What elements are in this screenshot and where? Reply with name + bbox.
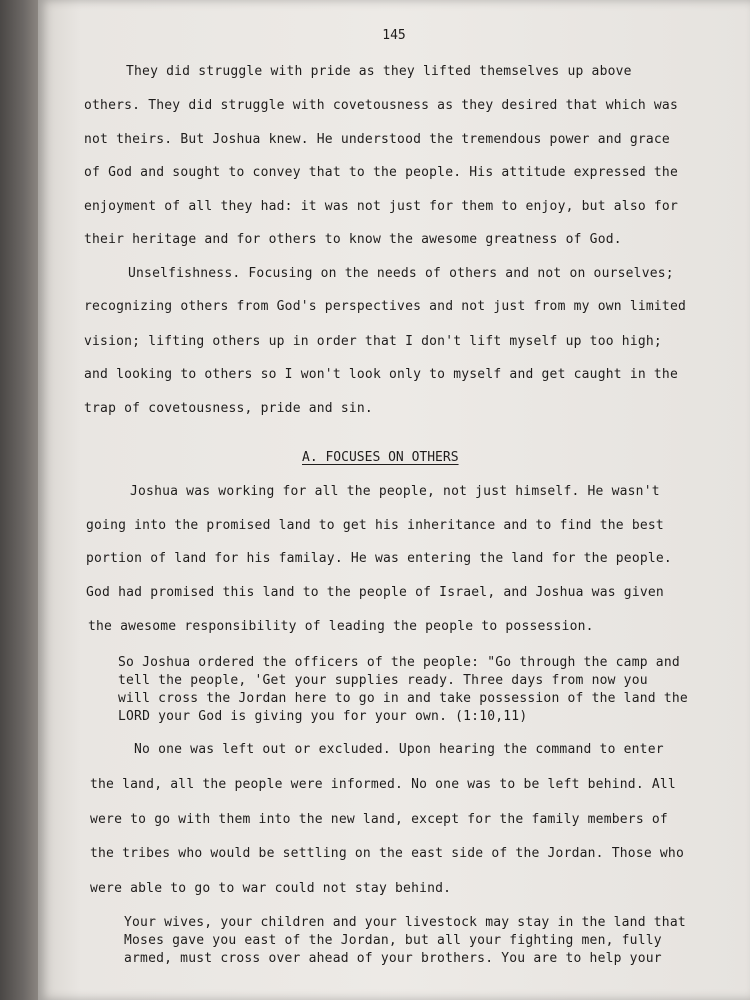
block-quote-line: tell the people, 'Get your supplies ready. Three days from now you [118,673,648,688]
block-quote-line: will cross the Jordan here to go in and take possession of the land the [118,691,688,706]
paragraph-line: vision; lifting others up in order that I don't lift myself up too high; [84,334,662,349]
block-quote-line: Moses gave you east of the Jordan, but all your fighting men, fully [124,933,662,948]
paragraph-line: not theirs. But Joshua knew. He understood the tremendous power and grace [84,132,670,147]
paragraph-line: their heritage and for others to know the awesome greatness of God. [84,232,622,247]
paragraph-line: of God and sought to convey that to the people. His attitude expressed the [84,165,678,180]
block-quote-line: LORD your God is giving you for your own. (1:10,11) [118,709,528,724]
document-page [38,0,750,1000]
paragraph-line: the awesome responsibility of leading the people to possession. [88,619,594,634]
block-quote-line: So Joshua ordered the officers of the people: "Go through the camp and [118,655,680,670]
paragraph-line: Unselfishness. Focusing on the needs of others and not on ourselves; [128,266,674,281]
block-quote-line: armed, must cross over ahead of your brothers. You are to help your [124,951,662,966]
paragraph-line: were to go with them into the new land, except for the family members of [90,812,668,827]
section-heading: A. FOCUSES ON OTHERS [302,450,459,465]
block-quote-line: Your wives, your children and your livestock may stay in the land that [124,915,686,930]
paragraph-line: trap of covetousness, pride and sin. [84,401,373,416]
paragraph-line: the land, all the people were informed. No one was to be left behind. All [90,777,676,792]
paragraph-line: and looking to others so I won't look only to myself and get caught in the [84,367,678,382]
paragraph-line: were able to go to war could not stay behind. [90,881,452,896]
paragraph-line: God had promised this land to the people of Israel, and Joshua was given [86,585,664,600]
paragraph-line: others. They did struggle with covetousness as they desired that which was [84,98,678,113]
page-number: 145 [382,28,406,43]
paragraph-line: recognizing others from God's perspectives and not just from my own limited [84,299,686,314]
paragraph-line: They did struggle with pride as they lifted themselves up above [126,64,632,79]
paragraph-line: the tribes who would be settling on the east side of the Jordan. Those who [90,846,684,861]
paragraph-line: portion of land for his familay. He was entering the land for the people. [86,551,672,566]
paragraph-line: No one was left out or excluded. Upon hearing the command to enter [134,742,664,757]
book-spine-shadow [0,0,38,1000]
paragraph-line: enjoyment of all they had: it was not just for them to enjoy, but also for [84,199,678,214]
paragraph-line: Joshua was working for all the people, not just himself. He wasn't [130,484,660,499]
paragraph-line: going into the promised land to get his inheritance and to find the best [86,518,664,533]
